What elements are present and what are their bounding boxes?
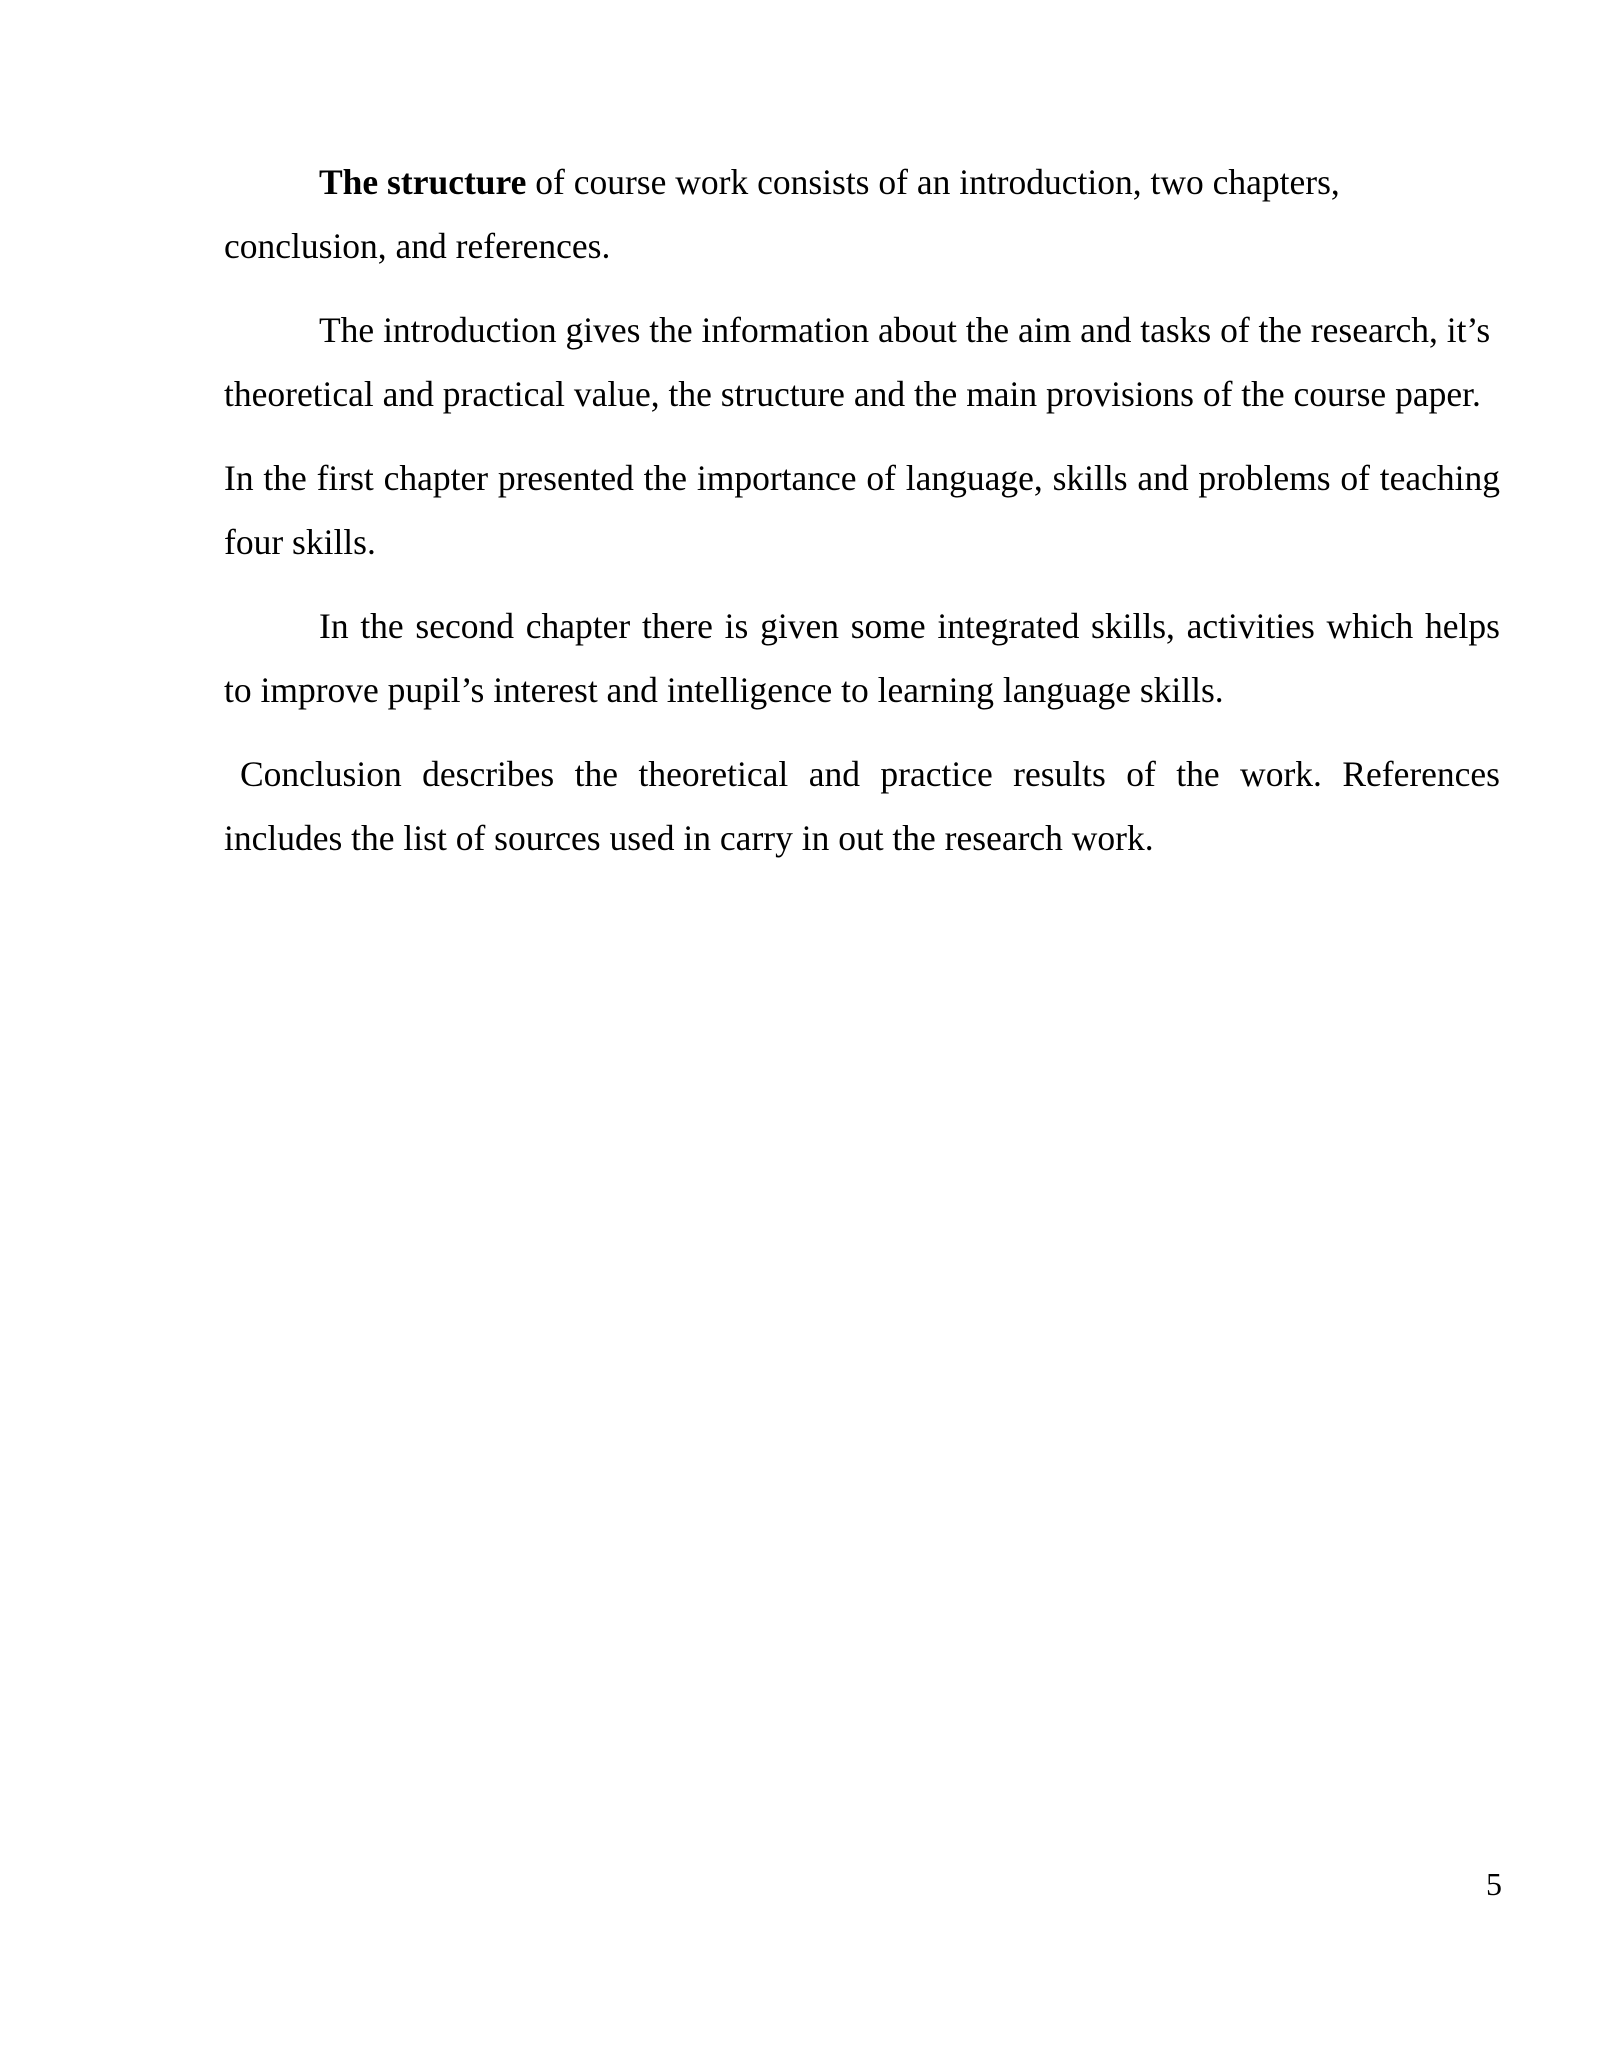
structure-text: of course work consists of an introduction, two chapters, conclusion, and references. (224, 162, 1340, 266)
document-body (224, 150, 1500, 890)
page-number: 5 (1486, 1866, 1502, 1902)
paragraph-conclusion: Conclusion describes the theoretical and practice results of the work. References includes the list of sources used in carry in out the research work. (224, 754, 1500, 858)
structure-heading-bold: The structure (319, 162, 527, 202)
paragraph-introduction: The introduction gives the information about the aim and tasks of the research, it’s theoretical and practical value, the structure and the main provisions of the course paper. (224, 310, 1491, 414)
paragraph-second-chapter: In the second chapter there is given some integrated skills, activities which helps to improve pupil’s interest and intelligence to learning language skills. (224, 606, 1500, 710)
paragraph-structure (224, 150, 1500, 278)
paragraph-first-chapter: In the first chapter presented the importance of language, skills and problems of teaching four skills. (224, 458, 1500, 562)
